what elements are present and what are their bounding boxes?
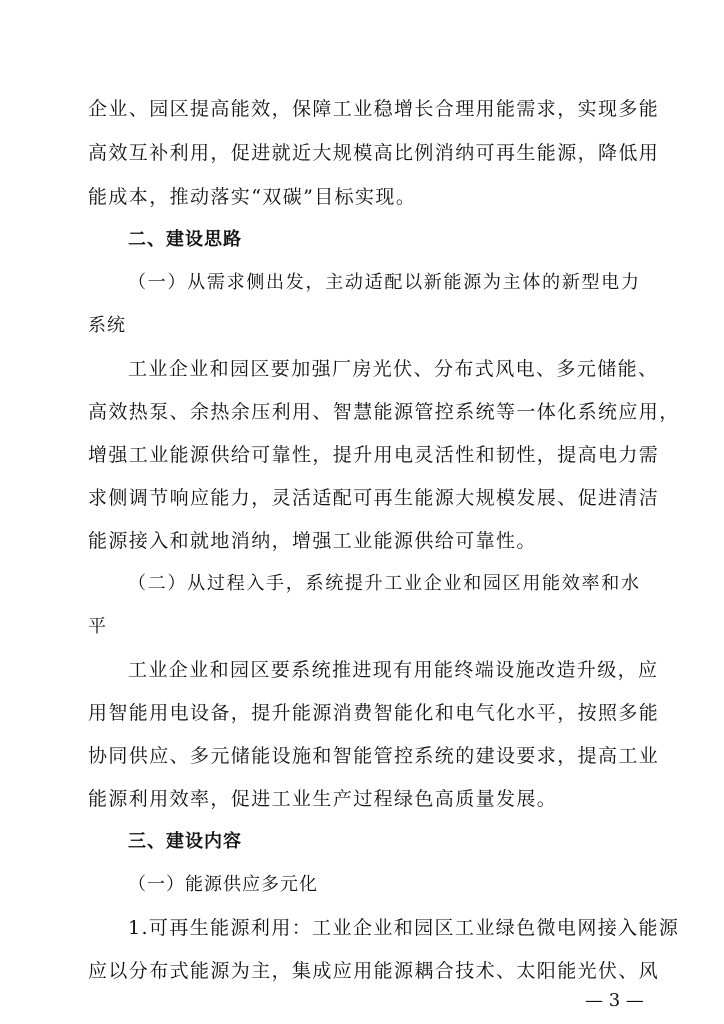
- paragraph-2-2-line-2: 用智能用电设备，提升能源消费智能化和电气化水平，按照多能: [88, 702, 660, 724]
- section-3-title: 三、建设内容: [128, 831, 242, 852]
- paragraph-2-1-line-2: 高效热泵、余热余压利用、智慧能源管控系统等一体化系统应用，: [88, 401, 680, 423]
- subsection-2-1-title-line-1: （一）从需求侧出发，主动适配以新能源为主体的新型电力: [128, 272, 640, 293]
- subsection-2-2-title-line-1: （二）从过程入手，系统提升工业企业和园区用能效率和水: [128, 573, 640, 594]
- paragraph-3-1-line-2: 应以分布式能源为主，集成应用能源耦合技术、太阳能光伏、风: [88, 960, 660, 982]
- paragraph-2-2-line-1: 工业企业和园区要系统推进现有用能终端设施改造升级，应: [128, 659, 659, 681]
- paragraph-intro-line-1: 企业、园区提高能效，保障工业稳增长合理用能需求，实现多能: [88, 98, 660, 120]
- paragraph-intro-line-3: 能成本，推动落实“双碳”目标实现。: [88, 186, 417, 208]
- paragraph-2-2-line-3: 协同供应、多元储能设施和智能管控系统的建设要求，提高工业: [88, 745, 660, 767]
- subsection-2-1-title-line-2: 系统: [88, 315, 126, 336]
- paragraph-2-1-line-5: 能源接入和就地消纳，增强工业能源供给可靠性。: [88, 530, 537, 552]
- paragraph-2-1-line-4: 求侧调节响应能力，灵活适配可再生能源大规模发展、促进清洁: [88, 487, 660, 509]
- paragraph-2-2-line-4: 能源利用效率，促进工业生产过程绿色高质量发展。: [88, 788, 558, 810]
- page-number: — 3 —: [585, 990, 644, 1011]
- paragraph-intro-line-2: 高效互补利用，促进就近大规模高比例消纳可再生能源，降低用: [88, 142, 660, 164]
- subsection-2-2-title-line-2: 平: [88, 616, 107, 637]
- paragraph-2-1-line-1: 工业企业和园区要加强厂房光伏、分布式风电、多元储能、: [128, 358, 659, 380]
- subsection-3-1-title: （一）能源供应多元化: [128, 874, 318, 895]
- paragraph-2-1-line-3: 增强工业能源供给可靠性，提升用电灵活性和韧性，提高电力需: [88, 444, 660, 466]
- section-2-title: 二、建设思路: [128, 229, 242, 250]
- paragraph-3-1-line-1: 1.可再生能源利用：工业企业和园区工业绿色微电网接入能源: [128, 917, 680, 939]
